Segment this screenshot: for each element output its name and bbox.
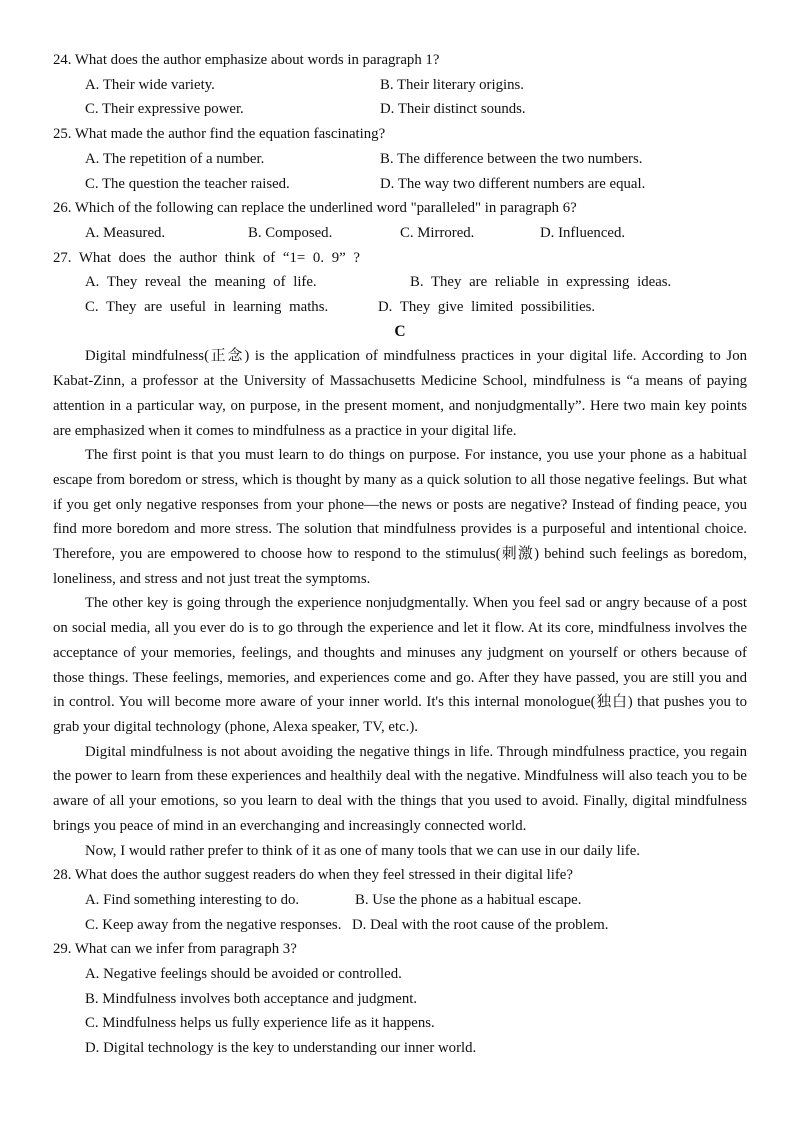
option-28-a: A. Find something interesting to do.: [85, 891, 300, 908]
question-24-options-row-2: [53, 97, 747, 122]
option-24-a: A. Their wide variety.: [85, 76, 215, 93]
question-25-options-row-1: [53, 147, 747, 172]
option-26-d: D. Influenced.: [540, 224, 626, 241]
question-26-options-row: [53, 221, 747, 246]
passage-paragraph-1: Digital mindfulness(正念) is the application of mindfulness practices in your digital life. According to Jon Kabat-Zinn, a professor at the University of Massachusetts Medicine School, mindfulness is “a means of paying attention in a particular way, on purpose, in the present moment, and nonjudgmentally”. Here two main key points are emphasized when it comes to mindfulness as a practice in your digital life.: [53, 348, 747, 439]
option-28-d: D. Deal with the root cause of the problem.: [352, 916, 609, 933]
option-29-d: D. Digital technology is the key to understanding our inner world.: [85, 1040, 477, 1057]
option-27-d: D. They give limited possibilities.: [378, 299, 596, 316]
question-24-options-row-1: [53, 73, 747, 98]
option-27-a: A. They reveal the meaning of life.: [85, 274, 317, 291]
option-27-b: B. They are reliable in expressing ideas.: [410, 274, 672, 291]
option-24-b: B. Their literary origins.: [380, 76, 524, 93]
option-24-d: D. Their distinct sounds.: [380, 101, 526, 118]
question-25-text: 25. What made the author find the equation fascinating?: [53, 126, 386, 143]
option-25-b: B. The difference between the two numbers.: [380, 150, 643, 167]
option-29-a: A. Negative feelings should be avoided or controlled.: [85, 966, 402, 983]
question-28-text: 28. What does the author suggest readers do when they feel stressed in their digital life?: [53, 867, 573, 884]
option-25-d: D. The way two different numbers are equal.: [380, 175, 646, 192]
option-26-b: B. Composed.: [248, 224, 333, 241]
question-27: [53, 246, 747, 320]
option-28-c: C. Keep away from the negative responses.: [85, 916, 342, 933]
question-28-options-row-2: [53, 913, 747, 938]
option-29-b: B. Mindfulness involves both acceptance and judgment.: [85, 990, 418, 1007]
question-27-options-row-1: [53, 270, 747, 295]
passage-paragraph-4: Digital mindfulness is not about avoiding the negative things in life. Through mindfulness practice, you regain the power to learn from these experiences and healthily deal with the negative. Mindfulness will also teach you to be aware of all your emotions, so you learn to deal with the things that you used to avoid. Finally, digital mindfulness brings you peace of mind in an everchanging and increasingly connected world.: [53, 743, 747, 834]
option-24-c: C. Their expressive power.: [85, 101, 244, 118]
question-26: [53, 196, 747, 245]
question-29: [53, 937, 747, 1061]
passage-section-label: C: [394, 322, 406, 340]
question-25-options-row-2: [53, 172, 747, 197]
passage-paragraph-2: The first point is that you must learn to do things on purpose. For instance, you use your phone as a habitual escape from boredom or stress, which is thought by many as a quick solution to all those negative feelings. But what if you get only negative responses from your phone—the news or posts are negative? Instead of finding peace, you find more boredom and more stress. The solution that mindfulness provides is a purposeful and intentional choice. Therefore, you are empowered to choose how to respond to the stimulus(刺激) behind such feelings as boredom, loneliness, and stress and not just treat the symptoms.: [53, 447, 747, 587]
option-26-c: C. Mirrored.: [400, 224, 475, 241]
question-28-options-row-1: [53, 888, 747, 913]
question-27-options-row-2: [53, 295, 747, 320]
option-25-a: A. The repetition of a number.: [85, 150, 265, 167]
option-25-c: C. The question the teacher raised.: [85, 175, 290, 192]
question-25: [53, 122, 747, 196]
option-28-b: B. Use the phone as a habitual escape.: [355, 891, 582, 908]
question-24-text: 24. What does the author emphasize about words in paragraph 1?: [53, 52, 440, 68]
option-27-c: C. They are useful in learning maths.: [85, 299, 329, 316]
question-26-text: 26. Which of the following can replace the underlined word "paralleled" in paragraph 6?: [53, 200, 577, 217]
passage-paragraph-5: Now, I would rather prefer to think of it as one of many tools that we can use in our daily life.: [85, 842, 641, 859]
question-29-text: 29. What can we infer from paragraph 3?: [53, 941, 297, 958]
option-29-c: C. Mindfulness helps us fully experience life as it happens.: [85, 1015, 435, 1032]
option-26-a: A. Measured.: [85, 224, 166, 241]
question-24: [53, 48, 747, 122]
passage-paragraph-3: The other key is going through the experience nonjudgmentally. When you feel sad or angry because of a post on social media, all you ever do is to go through the experience and let it flow. At its core, mindfulness involves the acceptance of your memories, feelings, and thoughts and minuses any judgment on yourself or others because of those things. These feelings, memories, and experiences come and go. After they have passed, you are still you and in control. You will become more aware of your inner world. It's this internal monologue(独白) that pushes you to grab your digital technology (phone, Alexa speaker, TV, etc.).: [53, 595, 747, 735]
question-27-text: 27. What does the author think of “1= 0. 9” ?: [53, 249, 360, 266]
question-28: [53, 863, 747, 937]
